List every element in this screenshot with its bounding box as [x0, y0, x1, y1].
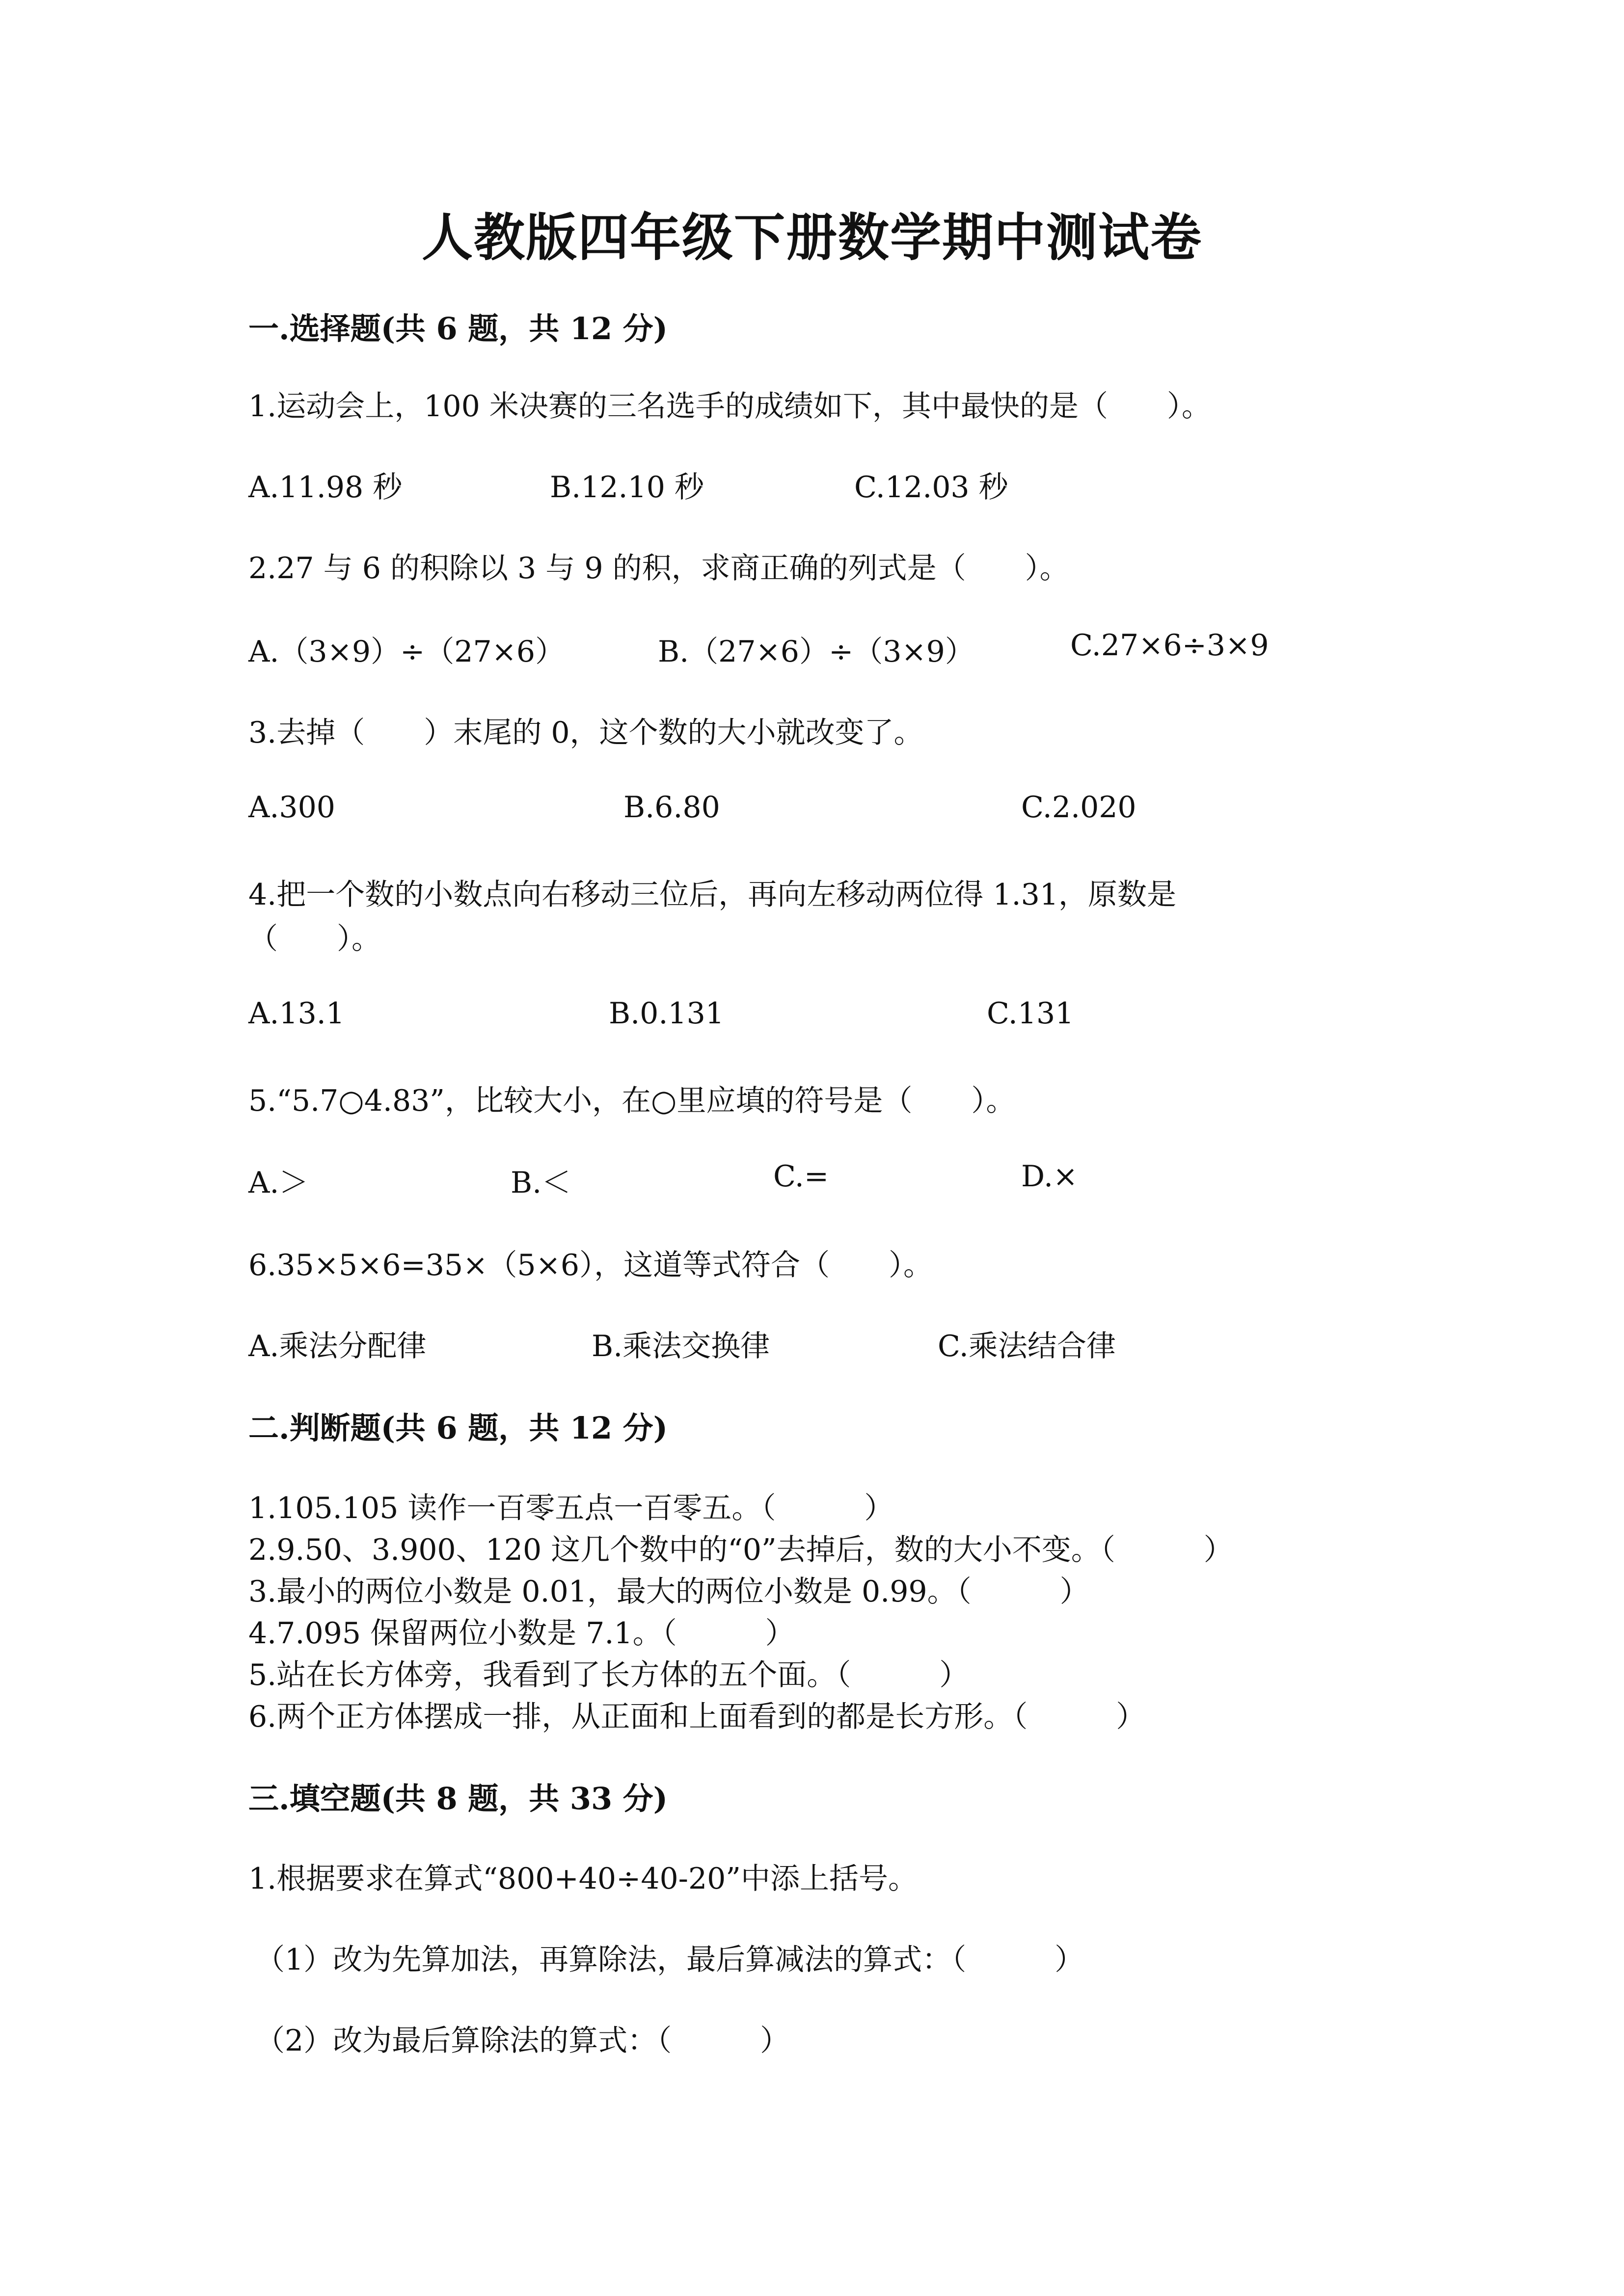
option-a: A.300	[248, 790, 335, 825]
option-b: B.6.80	[623, 790, 720, 825]
question-stem: 3.去掉（ ）末尾的 0，这个数的大小就改变了。	[248, 716, 923, 750]
option-d: D.×	[1021, 1159, 1078, 1194]
option-b: B.0.131	[609, 996, 724, 1031]
option-a: A.乘法分配律	[248, 1329, 427, 1363]
judgement-item: 2.9.50、3.900、120 这几个数中的“0”去掉后，数的大小不变。（ ）	[248, 1533, 1233, 1567]
option-c: C.12.03 秒	[854, 470, 1008, 505]
page-title: 人教版四年级下册数学期中测试卷	[421, 207, 1202, 267]
judgement-item: 5.站在长方体旁，我看到了长方体的五个面。（ ）	[248, 1658, 969, 1692]
section-heading-judgement: 二.判断题(共 6 题，共 12 分)	[248, 1410, 668, 1446]
option-c: C.27×6÷3×9	[1070, 628, 1269, 663]
question-stem: 6.35×5×6=35×（5×6），这道等式符合（ ）。	[248, 1248, 933, 1282]
option-b: B.乘法交换律	[592, 1329, 770, 1363]
sub-question: （2）改为最后算除法的算式：（ ）	[255, 2024, 790, 2058]
judgement-item: 1.105.105 读作一百零五点一百零五。（ ）	[248, 1491, 894, 1525]
question-stem: 1.运动会上，100 米决赛的三名选手的成绩如下，其中最快的是（ ）。	[248, 389, 1211, 424]
section-heading-fill: 三.填空题(共 8 题，共 33 分)	[248, 1781, 668, 1816]
question-stem-line1: 4.把一个数的小数点向右移动三位后，再向左移动两位得 1.31，原数是	[248, 878, 1176, 912]
question-stem: 2.27 与 6 的积除以 3 与 9 的积，求商正确的列式是（ ）。	[248, 551, 1069, 586]
option-a: A.＞	[248, 1166, 309, 1200]
option-a: A.11.98 秒	[248, 470, 403, 505]
question-stem-line2: （ ）。	[248, 922, 381, 956]
option-c: C.131	[987, 996, 1074, 1031]
option-b: B.＜	[511, 1166, 571, 1200]
judgement-item: 4.7.095 保留两位小数是 7.1。（ ）	[248, 1616, 795, 1651]
option-c: C.乘法结合律	[938, 1329, 1116, 1363]
question-stem: 5.“5.7○4.83”，比较大小，在○里应填的符号是（ ）。	[248, 1084, 1016, 1118]
option-c: C.2.020	[1021, 790, 1137, 825]
option-b: B.（27×6）÷（3×9）	[658, 635, 974, 669]
option-b: B.12.10 秒	[550, 470, 704, 505]
judgement-item: 6.两个正方体摆成一排，从正面和上面看到的都是长方形。（ ）	[248, 1700, 1146, 1734]
judgement-item: 3.最小的两位小数是 0.01，最大的两位小数是 0.99。（ ）	[248, 1575, 1089, 1609]
option-a: A.（3×9）÷（27×6）	[248, 635, 565, 669]
question-stem: 1.根据要求在算式“800+40÷40-20”中添上括号。	[248, 1862, 918, 1896]
sub-question: （1）改为先算加法，再算除法，最后算减法的算式：（ ）	[255, 1943, 1084, 1977]
option-c: C.=	[773, 1159, 829, 1194]
section-heading-choice: 一.选择题(共 6 题，共 12 分)	[248, 311, 668, 347]
option-a: A.13.1	[248, 996, 345, 1031]
